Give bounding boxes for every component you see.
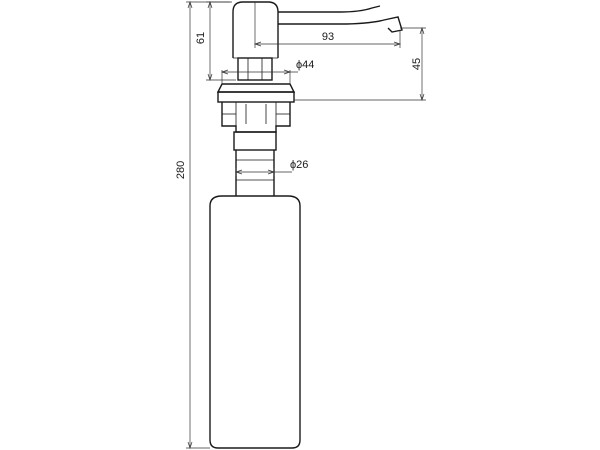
- lock-nut: [222, 102, 290, 132]
- pump-neck: [238, 58, 272, 80]
- dimension-total-height: [175, 2, 230, 448]
- dimension-label-61: 61: [195, 31, 207, 45]
- dimension-tube-diameter: [236, 159, 308, 176]
- threaded-tube: [234, 132, 276, 196]
- dimension-pump-height: [195, 2, 236, 80]
- dimension-label-280: 280: [175, 160, 187, 180]
- dimension-spout-reach: [255, 2, 400, 48]
- dimension-label-93: 93: [321, 31, 335, 43]
- flange: [218, 84, 294, 102]
- dimension-label-phi26: ϕ26: [290, 159, 309, 171]
- spout: [278, 6, 402, 32]
- bottle: [210, 196, 300, 448]
- dimension-label-45: 45: [411, 57, 423, 71]
- pump-head: [233, 2, 278, 58]
- dimension-label-phi44: ϕ44: [296, 59, 315, 71]
